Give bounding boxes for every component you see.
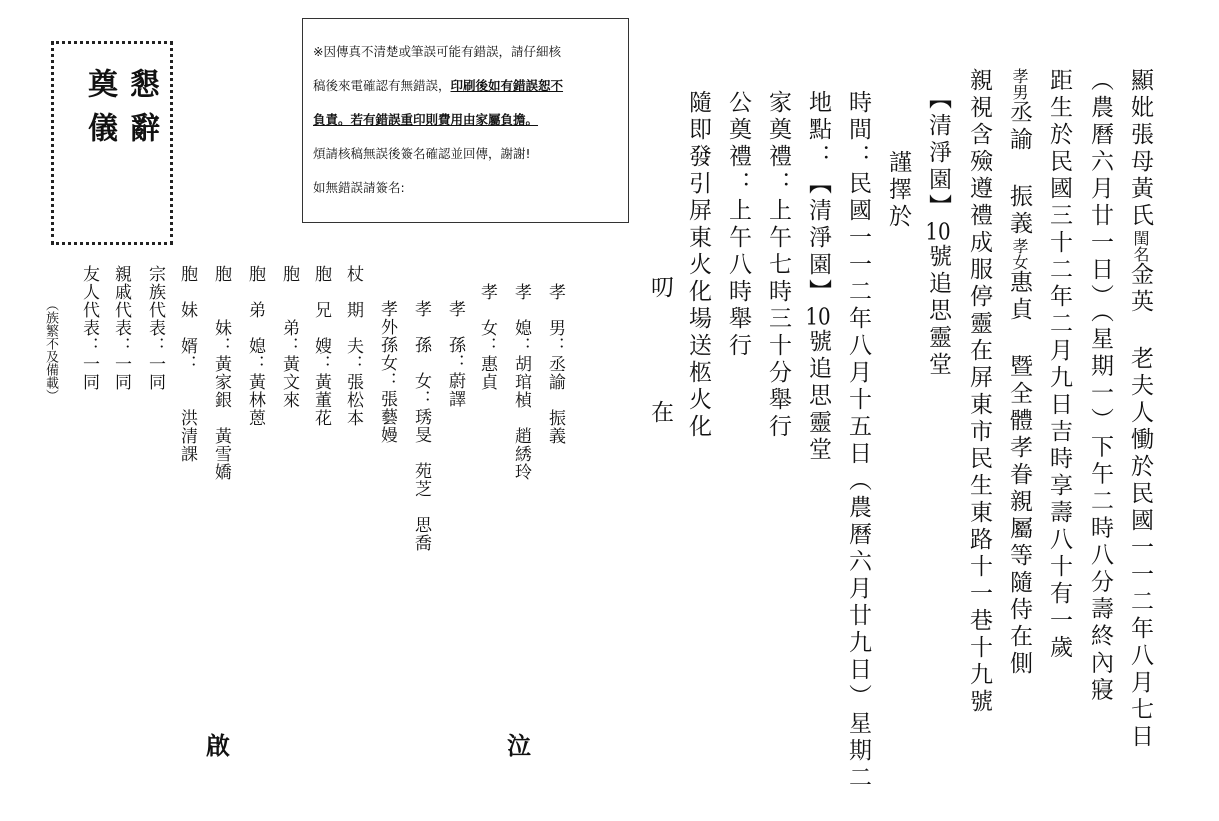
- announce-mark: 啟: [206, 731, 230, 760]
- obit-col11: 公奠禮：上午八時舉行: [725, 90, 751, 360]
- obit-col8: 時間：民國一一二年八月十五日（農曆六月廿九日）星期二: [845, 90, 871, 792]
- title-box: [51, 41, 173, 245]
- weep-mark: 泣: [507, 731, 531, 760]
- obit-col12: 隨即發引屏東火化場送柩火化: [685, 90, 711, 441]
- obit-col4-small2: 孝女: [1010, 238, 1029, 270]
- obit-col2: （農曆六月廿一日）（星期一）下午二時八分壽終內寢: [1087, 68, 1113, 705]
- obit-col6-b: 號追思靈堂: [925, 244, 951, 379]
- obit-col9: [803, 90, 833, 464]
- family-col12: 胞 妹 婿： 洪清課: [177, 265, 197, 463]
- family-col14: 親戚代表：一同: [111, 265, 131, 391]
- obit-col3: 距生於民國三十二年二月九日吉時享壽八十有一歲: [1046, 68, 1072, 662]
- obit-col9-b: 號追思靈堂: [805, 329, 831, 464]
- obit-col1-b: 金英 老夫人慟於民國一一二年八月七日: [1127, 262, 1153, 751]
- obit-col9-a: 地點：【清淨園】: [805, 90, 831, 306]
- closing-bottom: 在: [647, 400, 673, 427]
- family-col1: 孝 男：丞諭 振義: [545, 283, 565, 445]
- obit-col10: 家奠禮：上午七時三十分舉行: [765, 90, 791, 441]
- obit-col9-num: 10: [805, 306, 831, 329]
- obit-col1-a: 顯妣張母黃氏: [1127, 68, 1153, 230]
- obit-col6-num: 10: [925, 221, 951, 244]
- family-col9: 胞 弟：黃文來: [279, 265, 299, 409]
- family-col7: 杖 期 夫：張松本: [343, 265, 363, 427]
- obit-col4-b: 惠貞 暨全體孝眷親屬等隨侍在側: [1006, 270, 1032, 678]
- obit-col4: [1004, 68, 1034, 678]
- obit-col4-small1: 孝男: [1010, 68, 1029, 100]
- obit-col6: [923, 86, 953, 379]
- family-note: （族繁不及備載）: [43, 298, 58, 402]
- family-col2: 孝 媳：胡琯楨 趙綉玲: [511, 283, 531, 481]
- family-col13: 宗族代表：一同: [145, 265, 165, 391]
- title-line2: 奠儀: [82, 68, 117, 156]
- obit-col7: 謹擇於: [885, 150, 911, 231]
- notice-line2-bold: 印刷後如有錯誤恕不: [450, 78, 564, 93]
- family-col4: 孝 孫：蔚譯: [445, 300, 465, 408]
- family-col10: 胞 弟 媳：黃林蒽: [245, 265, 265, 427]
- family-col15: 友人代表：一同: [79, 265, 99, 391]
- family-col3: 孝 女：惠貞: [477, 283, 497, 391]
- notice-line3: 負責。若有錯誤重印則費用由家屬負擔。: [313, 112, 539, 127]
- obit-col6-a: 【清淨園】: [925, 86, 951, 221]
- family-col8: 胞 兄 嫂：黃董花: [311, 265, 331, 427]
- notice-line1: ※因傳真不清楚或筆誤可能有錯誤，請仔細核: [313, 44, 561, 59]
- closing-top: 叨: [647, 275, 673, 302]
- family-col5: 孝 孫 女：琇旻 苑芝 思喬: [411, 300, 431, 552]
- obit-col4-a: 丞諭 振義: [1006, 100, 1032, 238]
- obit-col5: 親視含殮遵禮成服停靈在屏東市民生東路十一巷十九號: [966, 68, 992, 716]
- family-col11: 胞 妹：黃家銀 黃雪嬌: [211, 265, 231, 481]
- title-line1: 懇辭: [124, 68, 159, 156]
- notice-line4: 煩請核稿無誤後簽名確認並回傳，謝謝!: [313, 146, 531, 161]
- notice-box: [302, 18, 629, 223]
- notice-line2-normal: 稿後來電確認有無錯誤，: [313, 78, 451, 93]
- notice-line2: [313, 69, 620, 103]
- obit-col1: [1125, 68, 1155, 751]
- notice-line5: 如無錯誤請簽名:: [313, 180, 405, 195]
- obit-col1-small: 閨名: [1131, 230, 1150, 262]
- family-col6: 孝外孫女：張藝嫚: [377, 300, 397, 444]
